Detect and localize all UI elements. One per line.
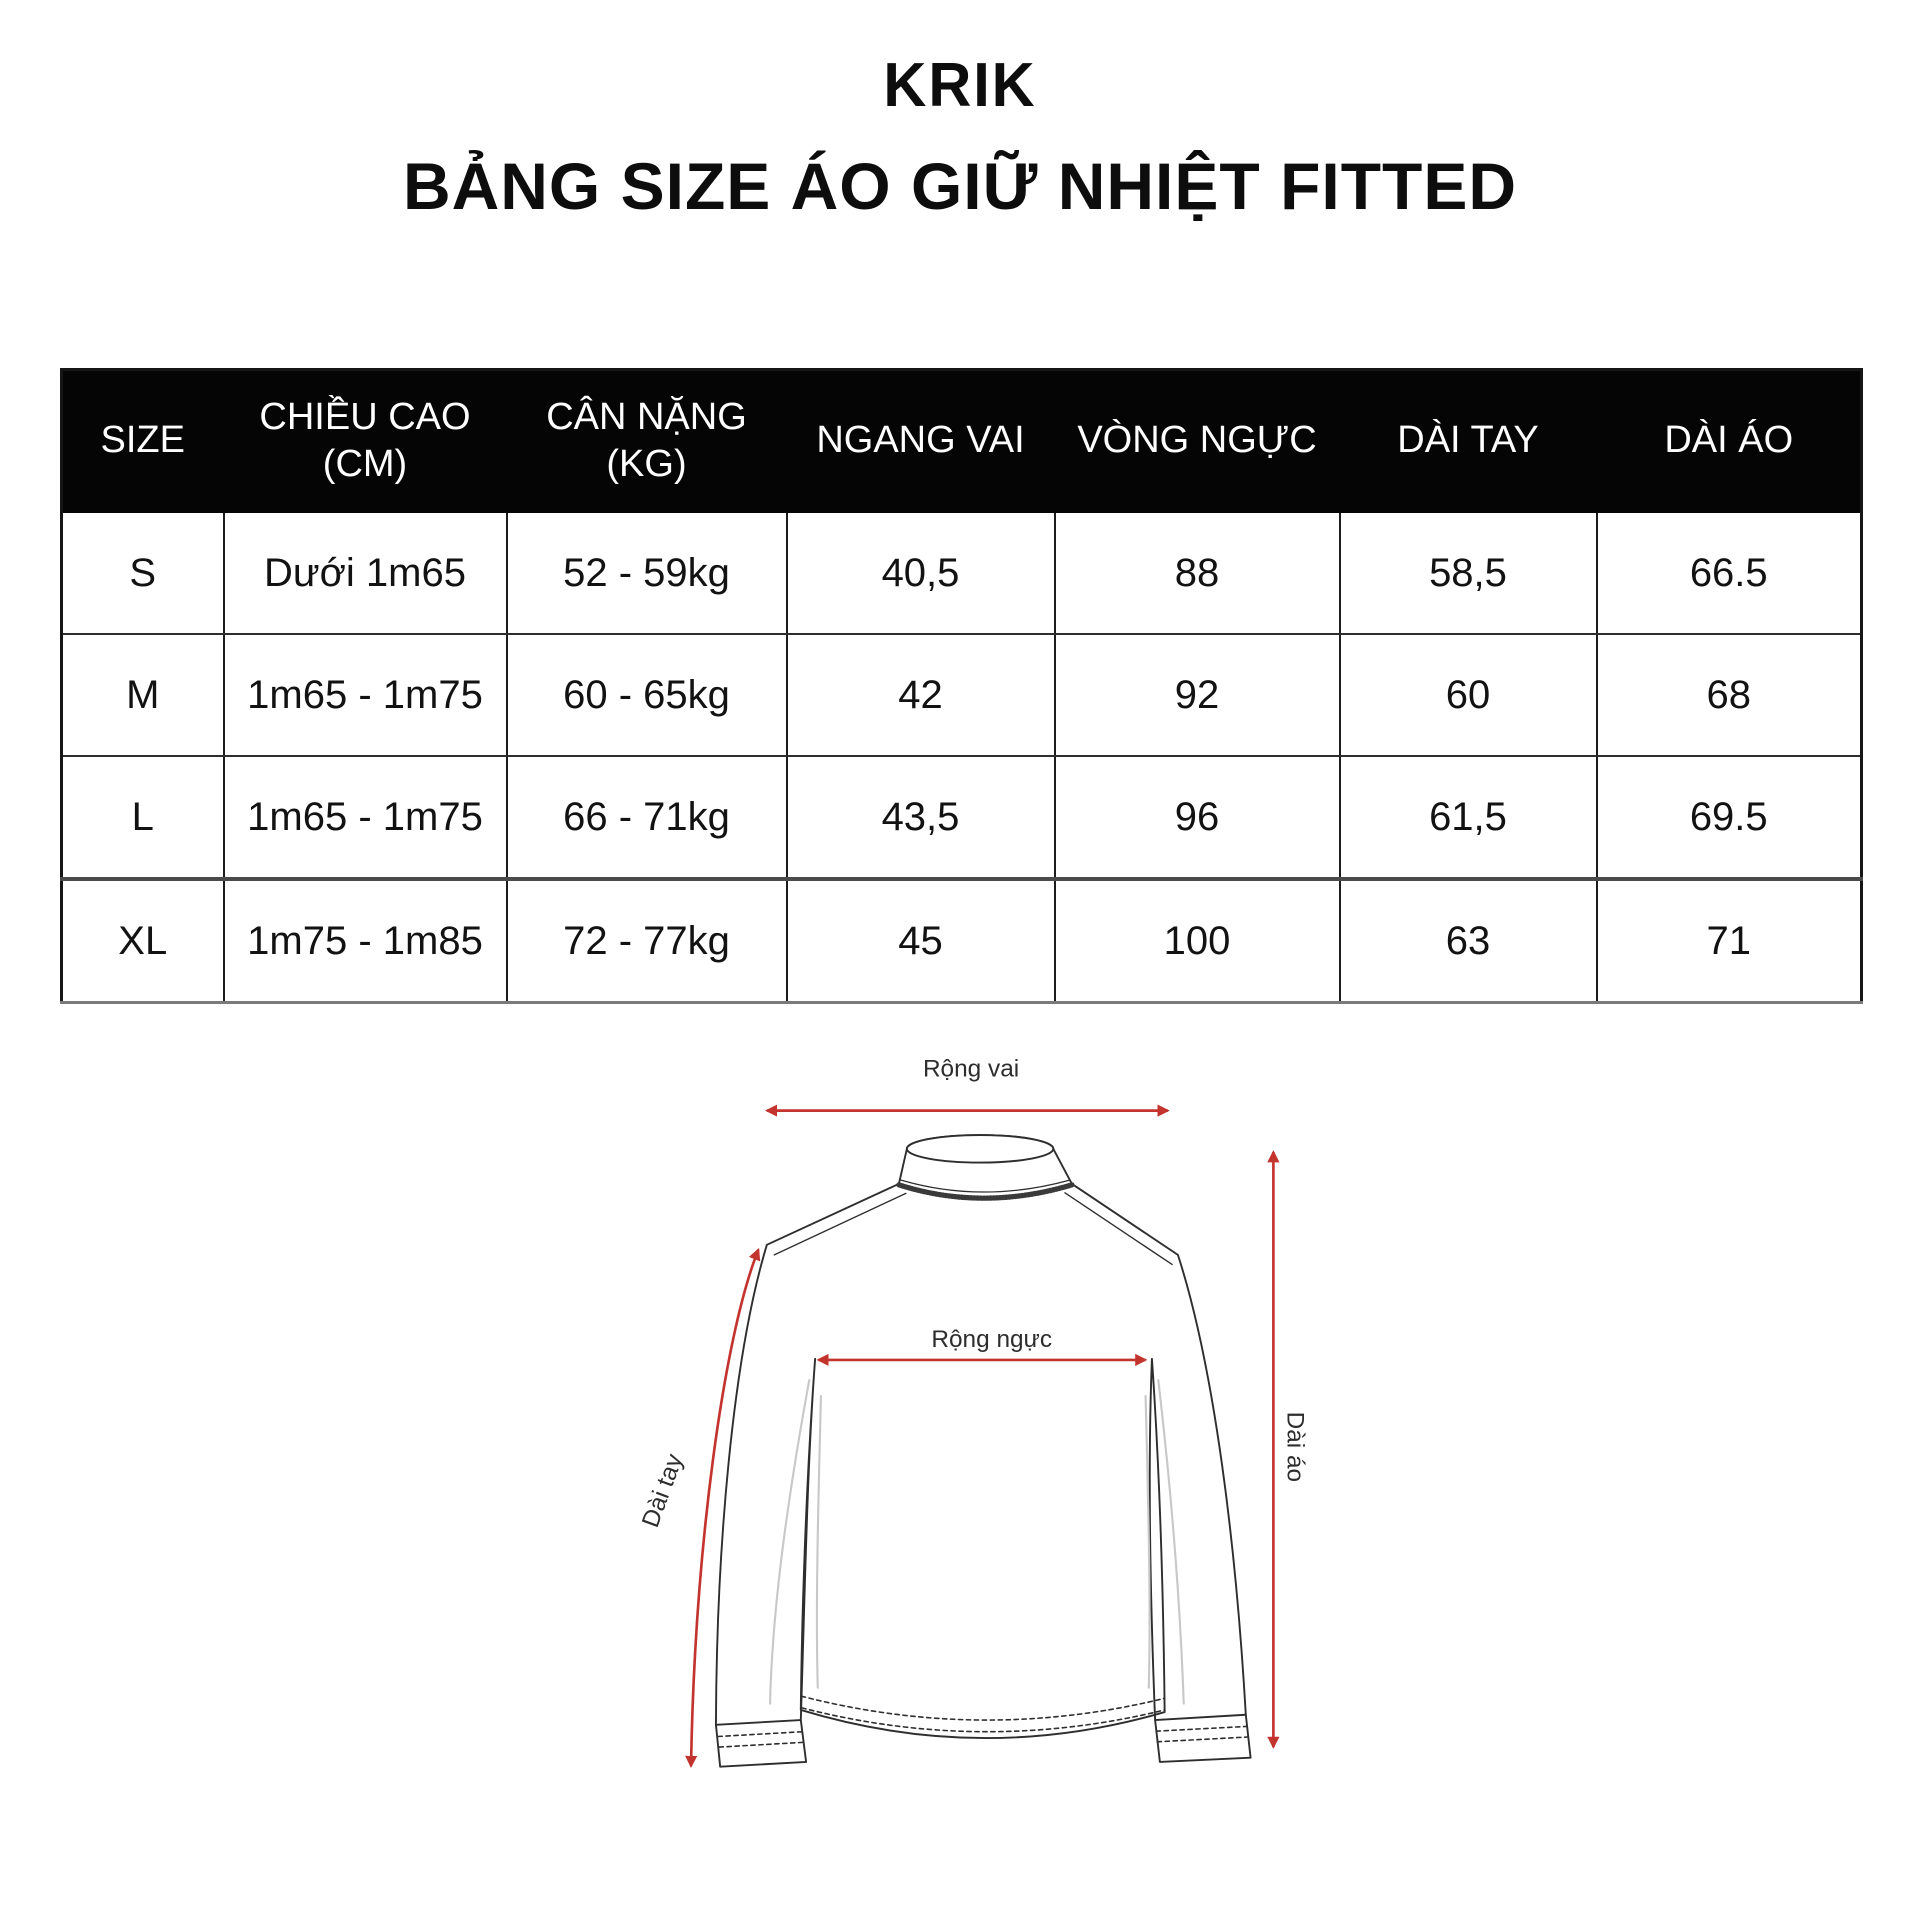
cell-size: L <box>62 756 224 879</box>
size-row-m <box>62 634 1862 756</box>
header-shoulder: NGANG VAI <box>787 370 1055 513</box>
cell-chest: 96 <box>1055 756 1340 879</box>
header-chest: VÒNG NGỰC <box>1055 370 1340 513</box>
header-length: DÀI ÁO <box>1597 370 1862 513</box>
cell-weight: 60 - 65kg <box>507 634 787 756</box>
brand-logo: KRIK <box>883 51 1037 120</box>
cell-chest: 100 <box>1055 879 1340 1003</box>
cell-sleeve: 63 <box>1340 879 1597 1003</box>
cell-length: 68 <box>1597 634 1862 756</box>
cell-height: 1m65 - 1m75 <box>224 756 507 879</box>
cell-shoulder: 40,5 <box>787 512 1055 634</box>
cell-sleeve: 61,5 <box>1340 756 1597 879</box>
size-table <box>60 368 1863 1004</box>
cell-shoulder: 43,5 <box>787 756 1055 879</box>
shirt-measurement-diagram <box>560 1030 1380 1920</box>
shoulder-width-label: Rộng vai <box>922 1055 1020 1083</box>
cell-length: 71 <box>1597 879 1862 1003</box>
size-table-body <box>62 512 1862 1003</box>
chest-width-label: Rộng ngực <box>931 1326 1053 1354</box>
cell-weight: 66 - 71kg <box>507 756 787 879</box>
sleeve-length-label: Dài tay <box>637 1450 689 1531</box>
cell-chest: 88 <box>1055 512 1340 634</box>
size-table-container <box>60 368 1860 1004</box>
size-table-header <box>62 370 1862 513</box>
header-height: CHIỀU CAO (CM) <box>224 370 507 513</box>
cell-length: 69.5 <box>1597 756 1862 879</box>
shirt-length-label: Dài áo <box>1281 1411 1309 1483</box>
cell-height: Dưới 1m65 <box>224 512 507 634</box>
cell-height: 1m75 - 1m85 <box>224 879 507 1003</box>
cell-height: 1m65 - 1m75 <box>224 634 507 756</box>
cell-weight: 52 - 59kg <box>507 512 787 634</box>
cell-sleeve: 58,5 <box>1340 512 1597 634</box>
collar-opening <box>907 1135 1053 1163</box>
cell-size: XL <box>62 879 224 1003</box>
header-size: SIZE <box>62 370 224 513</box>
cell-weight: 72 - 77kg <box>507 879 787 1003</box>
cell-chest: 92 <box>1055 634 1340 756</box>
cell-shoulder: 42 <box>787 634 1055 756</box>
cell-sleeve: 60 <box>1340 634 1597 756</box>
shirt-drawing <box>716 1135 1251 1767</box>
cell-shoulder: 45 <box>787 879 1055 1003</box>
cell-length: 66.5 <box>1597 512 1862 634</box>
header-sleeve: DÀI TAY <box>1340 370 1597 513</box>
page-title: BẢNG SIZE ÁO GIỮ NHIỆT FITTED <box>402 149 1518 223</box>
size-row-l <box>62 756 1862 879</box>
header-row <box>62 370 1862 513</box>
cell-size: S <box>62 512 224 634</box>
size-row-xl <box>62 879 1862 1003</box>
header-weight: CÂN NẶNG (KG) <box>507 370 787 513</box>
cell-size: M <box>62 634 224 756</box>
size-row-s <box>62 512 1862 634</box>
